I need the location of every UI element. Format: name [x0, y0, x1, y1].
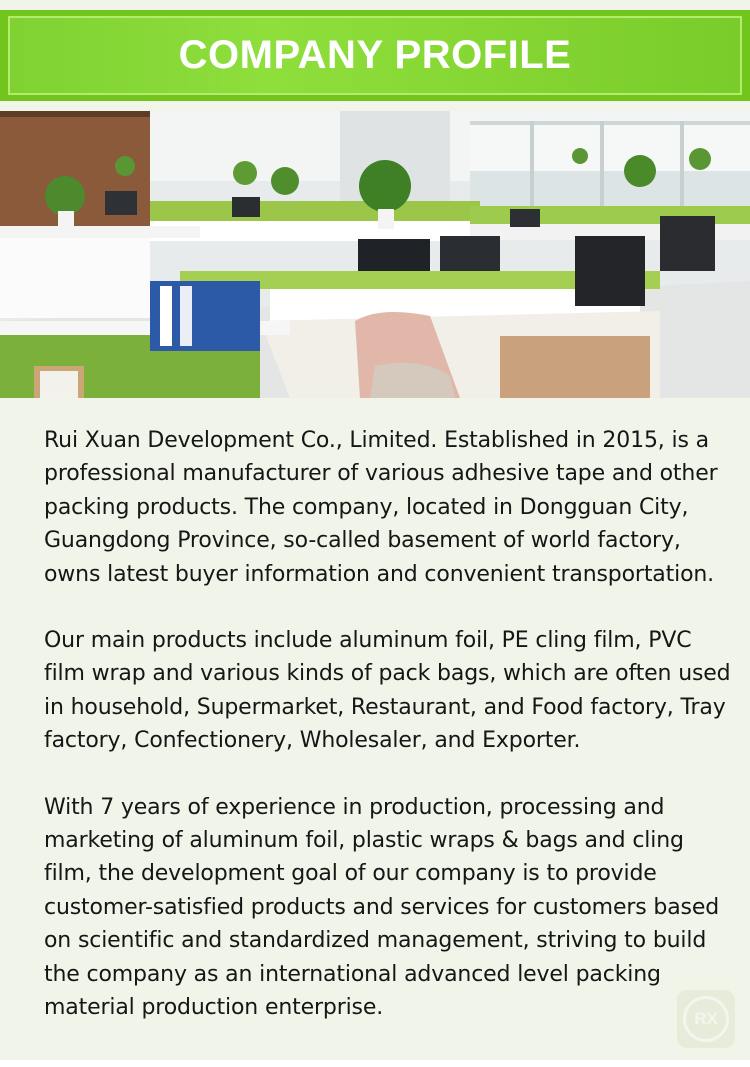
header-banner: [0, 10, 750, 101]
page-title: COMPANY PROFILE: [178, 33, 572, 77]
profile-paragraph-3: With 7 years of experience in production, processing and marketing of aluminum foil, plastic wraps & bags and cling film, the development goal of our company is to provide customer-satisfied products and services for customers based on scientific and standardized management, striving to build the company as an international advanced level packing material production enterprise.: [44, 794, 720, 1021]
profile-paragraph-1: Rui Xuan Development Co., Limited. Established in 2015, is a professional manufacturer of various adhesive tape and other packing products. The company, located in Dongguan City, Guangdong Province, so-called basement of world factory, owns latest buyer information and convenient transportation.: [44, 428, 718, 587]
header-banner-inner: [8, 16, 742, 95]
office-photo-illustration: [0, 111, 750, 398]
office-photo: [0, 111, 750, 398]
rx-logo-text: RX: [694, 1009, 718, 1028]
profile-text: [44, 424, 734, 1058]
profile-paragraph-2: Our main products include aluminum foil, PE cling film, PVC film wrap and various kinds of pack bags, which are often used in household, Supermarket, Restaurant, and Food factory, Tray factory, Confectionery, Wholesaler, and Exporter.: [44, 628, 731, 754]
rx-logo-watermark: [677, 990, 735, 1048]
rx-logo-icon: [683, 996, 729, 1042]
footer-band: [0, 1060, 750, 1067]
